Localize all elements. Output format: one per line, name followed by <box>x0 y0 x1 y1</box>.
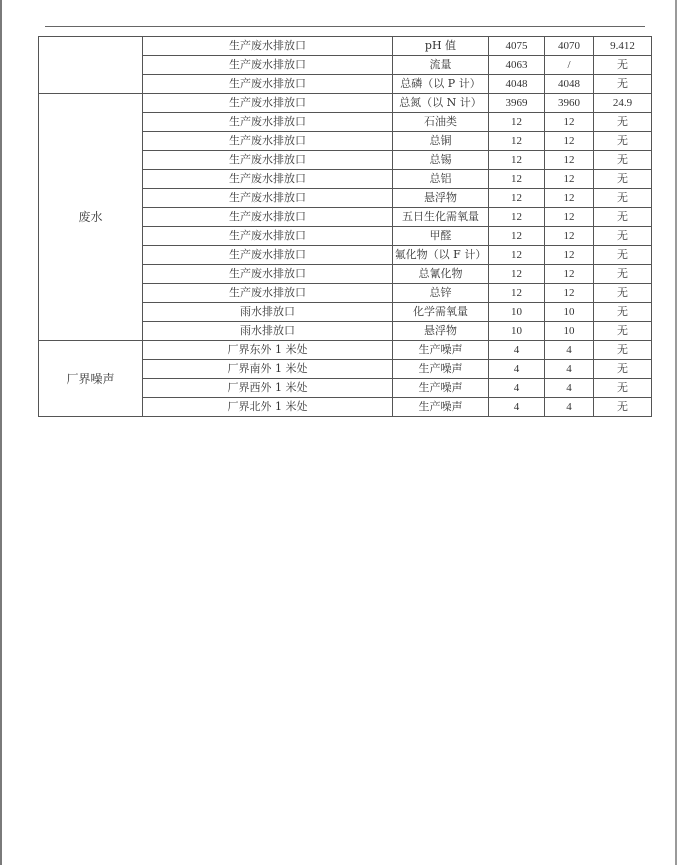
monitoring-point-cell: 生产废水排放口 <box>143 170 393 189</box>
value-cell-2: 12 <box>545 265 594 284</box>
value-cell-2: 12 <box>545 227 594 246</box>
value-cell-2: 12 <box>545 189 594 208</box>
monitoring-point-cell: 生产废水排放口 <box>143 151 393 170</box>
value-cell-1: 4063 <box>489 56 545 75</box>
value-cell-2: 12 <box>545 113 594 132</box>
value-cell-2: 10 <box>545 322 594 341</box>
value-cell-1: 4 <box>489 360 545 379</box>
value-cell-1: 12 <box>489 227 545 246</box>
value-cell-3: 无 <box>594 360 652 379</box>
value-cell-2: 3960 <box>545 94 594 113</box>
value-cell-2: 4070 <box>545 37 594 56</box>
monitoring-item-cell: 生产噪声 <box>393 341 489 360</box>
value-cell-2: 12 <box>545 151 594 170</box>
value-cell-3: 无 <box>594 322 652 341</box>
value-cell-1: 10 <box>489 303 545 322</box>
value-cell-1: 12 <box>489 170 545 189</box>
value-cell-1: 3969 <box>489 94 545 113</box>
value-cell-1: 10 <box>489 322 545 341</box>
category-cell: 厂界噪声 <box>39 341 143 417</box>
monitoring-point-cell: 厂界西外 1 米处 <box>143 379 393 398</box>
monitoring-item-cell: 总铜 <box>393 132 489 151</box>
monitoring-point-cell: 雨水排放口 <box>143 303 393 322</box>
value-cell-2: 10 <box>545 303 594 322</box>
monitoring-item-cell: 石油类 <box>393 113 489 132</box>
monitoring-item-cell: 悬浮物 <box>393 189 489 208</box>
value-cell-2: 12 <box>545 284 594 303</box>
monitoring-point-cell: 生产废水排放口 <box>143 189 393 208</box>
monitoring-item-cell: 总氮（以 N 计） <box>393 94 489 113</box>
value-cell-2: 4048 <box>545 75 594 94</box>
value-cell-1: 4 <box>489 379 545 398</box>
header-rule <box>45 26 645 27</box>
value-cell-1: 4 <box>489 341 545 360</box>
value-cell-3: 无 <box>594 379 652 398</box>
value-cell-2: 12 <box>545 208 594 227</box>
category-cell: 废水 <box>39 94 143 341</box>
monitoring-item-cell: 总锌 <box>393 284 489 303</box>
monitoring-item-cell: 生产噪声 <box>393 398 489 417</box>
value-cell-3: 无 <box>594 170 652 189</box>
monitoring-item-cell: 氟化物（以 F 计） <box>393 246 489 265</box>
monitoring-item-cell: 总磷（以 P 计） <box>393 75 489 94</box>
monitoring-item-cell: pH 值 <box>393 37 489 56</box>
value-cell-3: 无 <box>594 151 652 170</box>
value-cell-2: 12 <box>545 132 594 151</box>
value-cell-3: 无 <box>594 56 652 75</box>
value-cell-3: 9.412 <box>594 37 652 56</box>
value-cell-3: 24.9 <box>594 94 652 113</box>
value-cell-3: 无 <box>594 284 652 303</box>
monitoring-item-cell: 化学需氧量 <box>393 303 489 322</box>
monitoring-item-cell: 总铝 <box>393 170 489 189</box>
value-cell-3: 无 <box>594 227 652 246</box>
monitoring-point-cell: 厂界北外 1 米处 <box>143 398 393 417</box>
value-cell-1: 12 <box>489 246 545 265</box>
value-cell-1: 4048 <box>489 75 545 94</box>
monitoring-item-cell: 流量 <box>393 56 489 75</box>
value-cell-3: 无 <box>594 398 652 417</box>
value-cell-3: 无 <box>594 303 652 322</box>
monitoring-point-cell: 生产废水排放口 <box>143 56 393 75</box>
monitoring-item-cell: 总锡 <box>393 151 489 170</box>
value-cell-1: 12 <box>489 208 545 227</box>
monitoring-point-cell: 厂界东外 1 米处 <box>143 341 393 360</box>
monitoring-table <box>38 36 652 417</box>
monitoring-item-cell: 五日生化需氧量 <box>393 208 489 227</box>
monitoring-item-cell: 生产噪声 <box>393 360 489 379</box>
monitoring-point-cell: 生产废水排放口 <box>143 227 393 246</box>
monitoring-point-cell: 生产废水排放口 <box>143 94 393 113</box>
monitoring-item-cell: 悬浮物 <box>393 322 489 341</box>
monitoring-point-cell: 生产废水排放口 <box>143 37 393 56</box>
value-cell-1: 12 <box>489 132 545 151</box>
value-cell-3: 无 <box>594 265 652 284</box>
value-cell-1: 4075 <box>489 37 545 56</box>
monitoring-item-cell: 总氰化物 <box>393 265 489 284</box>
monitoring-item-cell: 甲醛 <box>393 227 489 246</box>
monitoring-point-cell: 生产废水排放口 <box>143 208 393 227</box>
monitoring-point-cell: 生产废水排放口 <box>143 132 393 151</box>
monitoring-point-cell: 厂界南外 1 米处 <box>143 360 393 379</box>
category-cell <box>39 37 143 94</box>
value-cell-3: 无 <box>594 113 652 132</box>
page-edge-left <box>0 0 2 865</box>
value-cell-2: 4 <box>545 360 594 379</box>
value-cell-2: 4 <box>545 398 594 417</box>
value-cell-2: 12 <box>545 170 594 189</box>
value-cell-1: 12 <box>489 284 545 303</box>
monitoring-table-body <box>39 37 652 417</box>
value-cell-2: 12 <box>545 246 594 265</box>
value-cell-3: 无 <box>594 246 652 265</box>
value-cell-1: 12 <box>489 113 545 132</box>
value-cell-2: / <box>545 56 594 75</box>
value-cell-3: 无 <box>594 208 652 227</box>
monitoring-point-cell: 生产废水排放口 <box>143 75 393 94</box>
value-cell-1: 12 <box>489 265 545 284</box>
value-cell-3: 无 <box>594 341 652 360</box>
monitoring-point-cell: 生产废水排放口 <box>143 265 393 284</box>
monitoring-point-cell: 生产废水排放口 <box>143 113 393 132</box>
value-cell-3: 无 <box>594 189 652 208</box>
monitoring-point-cell: 生产废水排放口 <box>143 284 393 303</box>
table-row <box>39 341 652 360</box>
value-cell-3: 无 <box>594 132 652 151</box>
value-cell-1: 4 <box>489 398 545 417</box>
monitoring-point-cell: 雨水排放口 <box>143 322 393 341</box>
table-row <box>39 37 652 56</box>
monitoring-item-cell: 生产噪声 <box>393 379 489 398</box>
table-row <box>39 94 652 113</box>
value-cell-2: 4 <box>545 341 594 360</box>
value-cell-3: 无 <box>594 75 652 94</box>
value-cell-2: 4 <box>545 379 594 398</box>
monitoring-point-cell: 生产废水排放口 <box>143 246 393 265</box>
value-cell-1: 12 <box>489 189 545 208</box>
value-cell-1: 12 <box>489 151 545 170</box>
